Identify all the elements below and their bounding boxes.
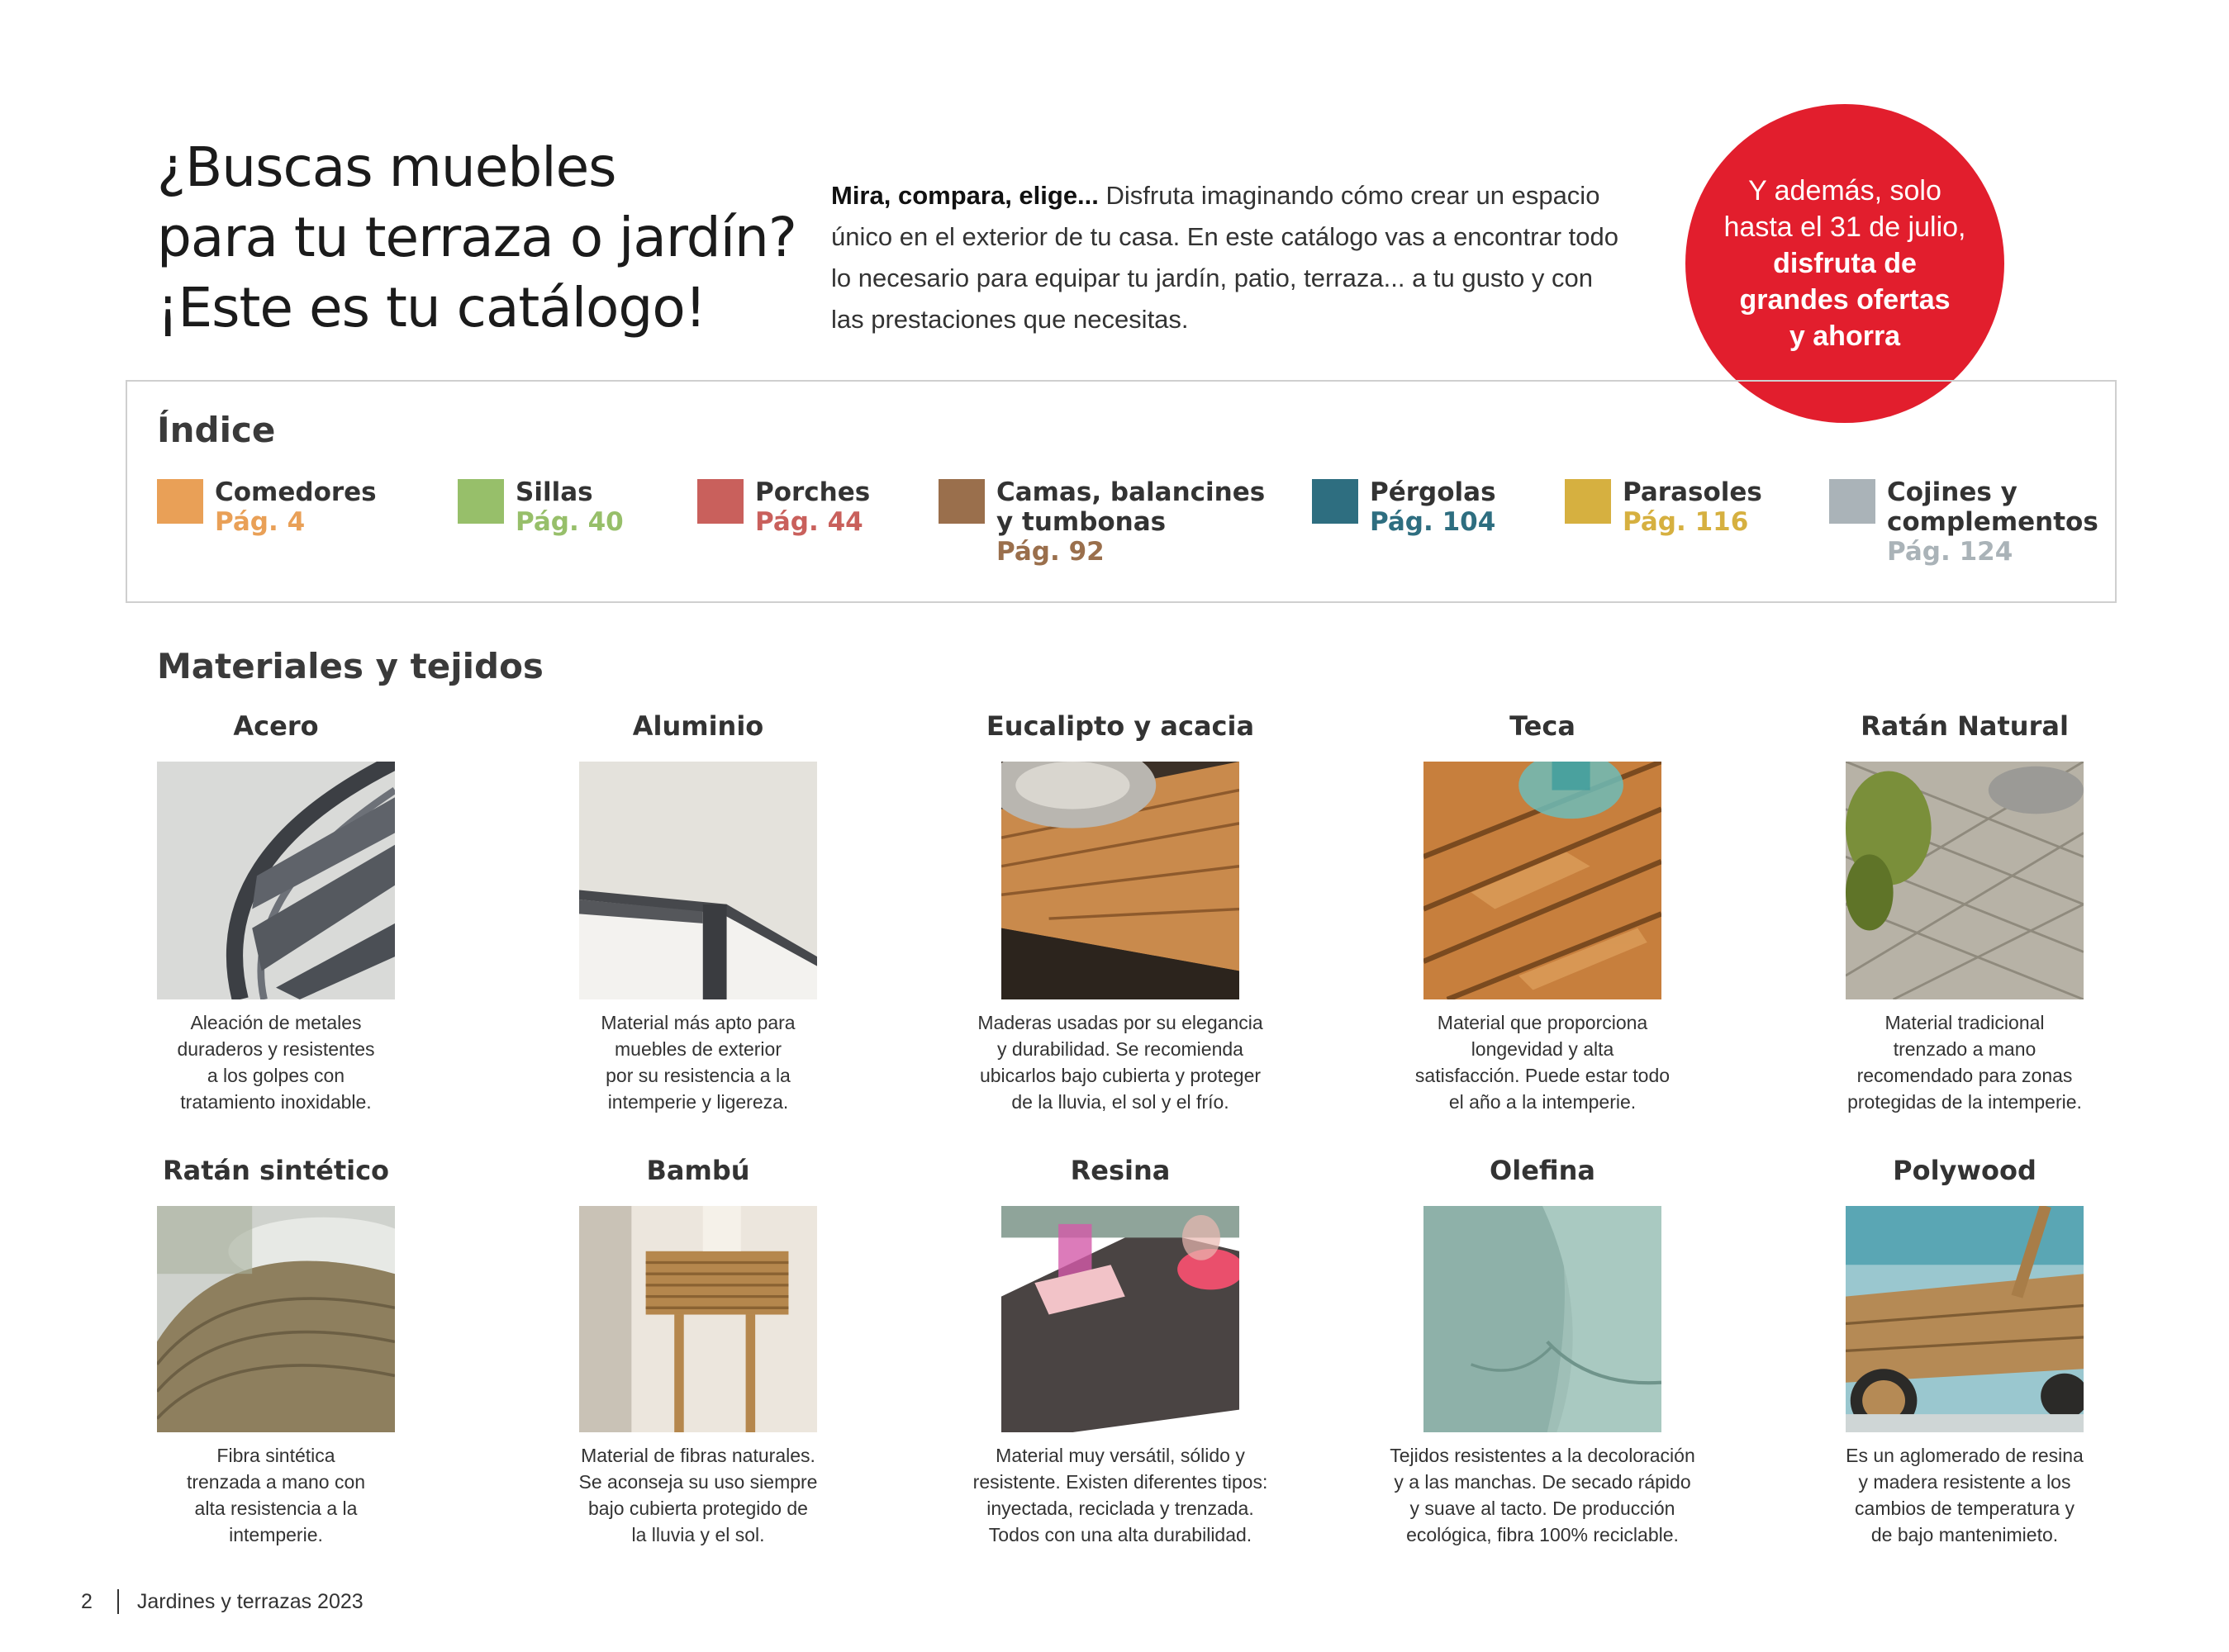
resin-photo — [1001, 1206, 1239, 1432]
material-description-line: de bajo mantenimieto. — [1870, 1524, 2059, 1545]
material-description-line: por su resistencia a la — [606, 1065, 791, 1086]
page-footer — [81, 1589, 364, 1614]
material-description-line: Maderas usadas por su elegancia — [977, 1012, 1263, 1033]
material-title: Eucalipto y acacia — [986, 710, 1255, 742]
material-title: Olefina — [1490, 1155, 1595, 1186]
intro-paragraph — [831, 175, 1624, 340]
catalog-name: Jardines y terrazas 2023 — [136, 1589, 364, 1613]
index-label: Pérgolas — [1370, 477, 1496, 507]
index-page: Pág. 124 — [1887, 537, 2013, 567]
material-description — [102, 1009, 449, 1115]
index-label-2: complementos — [1887, 507, 2098, 537]
teak-photo — [1423, 762, 1661, 999]
material-description-line: tratamiento inoxidable. — [180, 1091, 372, 1113]
material-description-line: protegidas de la intemperie. — [1847, 1091, 2082, 1113]
material-description-line: longevidad y alta — [1471, 1038, 1614, 1060]
material-description-line: Tejidos resistentes a la decoloración — [1390, 1445, 1695, 1466]
index-page: Pág. 92 — [996, 537, 1105, 567]
index-item-parasoles[interactable] — [1565, 477, 1762, 537]
material-title: Ratán Natural — [1861, 710, 2069, 742]
eucalyptus-photo — [1001, 762, 1239, 999]
index-label: Camas, balancines — [996, 477, 1266, 507]
material-description-line: duraderos y resistentes — [177, 1038, 375, 1060]
material-description-line: Es un aglomerado de resina — [1846, 1445, 2084, 1466]
material-description-line: y durabilidad. Se recomienda — [997, 1038, 1243, 1060]
material-description-line: inyectada, reciclada y trenzada. — [986, 1498, 1254, 1519]
material-description — [525, 1009, 872, 1115]
material-description-line: la lluvia y el sol. — [631, 1524, 765, 1545]
material-description-line: Fibra sintética — [216, 1445, 335, 1466]
material-description-line: trenzado a mano — [1893, 1038, 2037, 1060]
promo-line-2: hasta el 31 de julio, — [1723, 211, 1966, 243]
promo-line-1: Y además, solo — [1748, 175, 1941, 206]
material-description-line: Se aconseja su uso siempre — [578, 1471, 818, 1493]
index-item-porches[interactable] — [697, 477, 870, 537]
index-page: Pág. 104 — [1370, 507, 1496, 537]
material-description-line: Material tradicional — [1884, 1012, 2045, 1033]
page-headline — [157, 132, 801, 343]
material-title: Ratán sintético — [162, 1155, 390, 1186]
index-page: Pág. 44 — [755, 507, 863, 537]
material-description-line: bajo cubierta protegido de — [588, 1498, 808, 1519]
index-label: Cojines y — [1887, 477, 2018, 507]
index-label: Parasoles — [1623, 477, 1762, 507]
material-description-line: el año a la intemperie. — [1448, 1091, 1637, 1113]
index-page: Pág. 116 — [1623, 507, 1749, 537]
synthetic-rattan-photo — [157, 1206, 395, 1432]
material-description — [947, 1442, 1294, 1548]
material-description-line: y suave al tacto. De producción — [1409, 1498, 1675, 1519]
swatch-icon — [458, 479, 504, 524]
steel-photo — [157, 762, 395, 999]
index-item-cojines[interactable] — [1829, 477, 2098, 567]
material-title: Bambú — [646, 1155, 750, 1186]
material-description-line: cambios de temperatura y — [1855, 1498, 2075, 1519]
promo-line-5: y ahorra — [1789, 320, 1901, 352]
intro-lead: Mira, compara, elige... — [831, 181, 1099, 210]
natural-rattan-photo — [1846, 762, 2084, 999]
material-description-line: Material de fibras naturales. — [581, 1445, 815, 1466]
bamboo-photo — [579, 1206, 817, 1432]
promo-line-3: disfruta de — [1773, 248, 1917, 279]
index-item-sillas[interactable] — [458, 477, 624, 537]
materials-title: Materiales y tejidos — [157, 646, 544, 686]
index-title: Índice — [157, 410, 276, 450]
footer-divider — [117, 1589, 119, 1614]
index-page: Pág. 4 — [215, 507, 306, 537]
material-description — [1369, 1442, 1716, 1548]
swatch-icon — [1565, 479, 1611, 524]
swatch-icon — [157, 479, 203, 524]
material-title: Resina — [1070, 1155, 1171, 1186]
index-label: Comedores — [215, 477, 377, 507]
material-title: Polywood — [1893, 1155, 2037, 1186]
index-item-pergolas[interactable] — [1312, 477, 1496, 537]
headline-line-3: ¡Este es tu catálogo! — [157, 276, 706, 339]
swatch-icon — [1312, 479, 1358, 524]
promo-badge — [1685, 104, 2004, 423]
material-description-line: Todos con una alta durabilidad. — [988, 1524, 1252, 1545]
promo-line-4: grandes ofertas — [1739, 284, 1951, 316]
material-description — [947, 1009, 1294, 1115]
headline-line-1: ¿Buscas muebles — [157, 135, 616, 199]
material-title: Teca — [1509, 710, 1576, 742]
index-label: Sillas — [516, 477, 593, 507]
material-description-line: muebles de exterior — [615, 1038, 782, 1060]
page-number: 2 — [81, 1589, 93, 1613]
index-item-camas[interactable] — [939, 477, 1265, 567]
material-description — [1791, 1442, 2138, 1548]
material-description-line: ubicarlos bajo cubierta y proteger — [979, 1065, 1262, 1086]
swatch-icon — [1829, 479, 1875, 524]
olefin-photo — [1423, 1206, 1661, 1432]
intro-text: Disfruta imaginando cómo crear un espacio único en el exterior de tu casa. En este catálogo vas a encontrar todo lo necesario para equipar tu jardín, patio, terraza... a tu gusto y con las prestaciones que necesitas. — [831, 181, 1618, 334]
index-page: Pág. 40 — [516, 507, 624, 537]
material-description — [1369, 1009, 1716, 1115]
material-description-line: Material muy versátil, sólido y — [996, 1445, 1245, 1466]
headline-line-2: para tu terraza o jardín? — [157, 206, 796, 269]
material-description-line: Aleación de metales — [190, 1012, 362, 1033]
material-description-line: y madera resistente a los — [1858, 1471, 2071, 1493]
aluminium-photo — [579, 762, 817, 999]
material-description-line: intemperie y ligereza. — [607, 1091, 789, 1113]
material-description-line: a los golpes con — [207, 1065, 345, 1086]
material-description-line: ecológica, fibra 100% reciclable. — [1406, 1524, 1679, 1545]
material-description-line: de la lluvia, el sol y el frío. — [1011, 1091, 1229, 1113]
swatch-icon — [939, 479, 985, 524]
index-label: Porches — [755, 477, 871, 507]
material-description-line: alta resistencia a la — [194, 1498, 358, 1519]
swatch-icon — [697, 479, 744, 524]
material-description — [525, 1442, 872, 1548]
index-item-comedores[interactable] — [157, 477, 377, 537]
material-description-line: resistente. Existen diferentes tipos: — [972, 1471, 1268, 1493]
material-description-line: intemperie. — [229, 1524, 323, 1545]
index-label-2: y tumbonas — [996, 507, 1167, 537]
material-description — [102, 1442, 449, 1548]
material-description-line: y a las manchas. De secado rápido — [1394, 1471, 1691, 1493]
material-description-line: Material más apto para — [601, 1012, 796, 1033]
material-description — [1791, 1009, 2138, 1115]
material-description-line: Material que proporciona — [1437, 1012, 1648, 1033]
material-description-line: satisfacción. Puede estar todo — [1414, 1065, 1671, 1086]
material-description-line: recomendado para zonas — [1856, 1065, 2073, 1086]
material-title: Aluminio — [632, 710, 764, 742]
polywood-photo — [1846, 1206, 2084, 1432]
material-description-line: trenzada a mano con — [186, 1471, 366, 1493]
material-title: Acero — [233, 710, 319, 742]
